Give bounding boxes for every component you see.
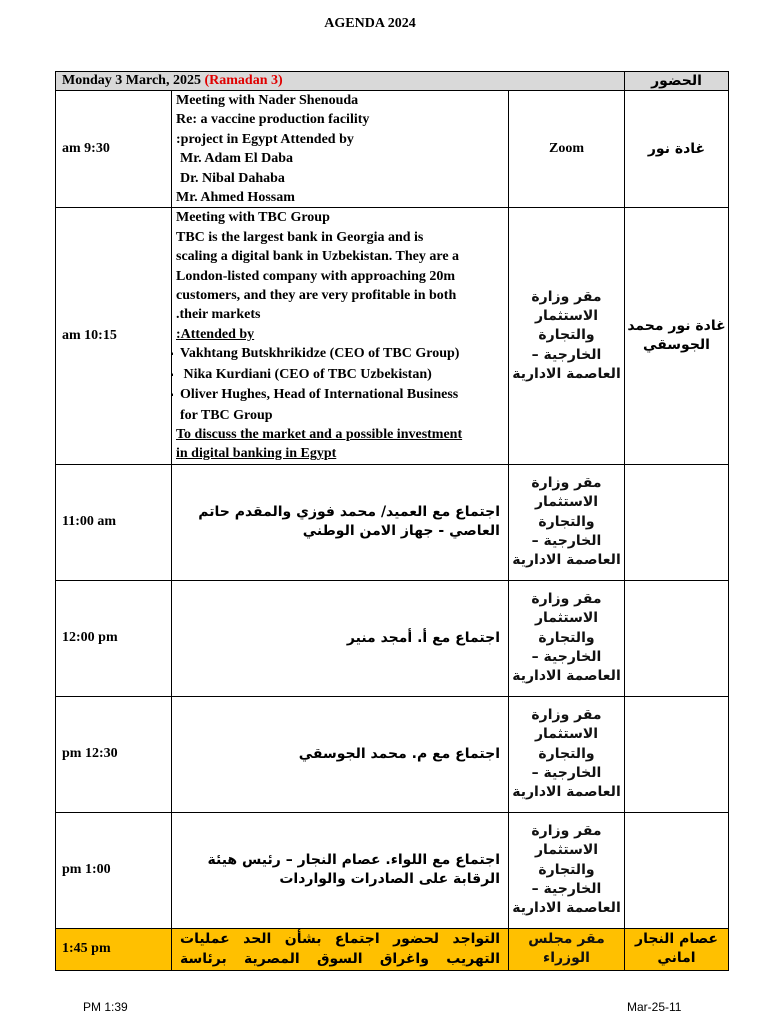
attended-by-label: :Attended by — [176, 326, 255, 342]
attendees-cell — [625, 812, 729, 928]
subject-cell — [172, 208, 509, 464]
agenda-row-1230 — [56, 696, 729, 812]
attendance-header: الحضور — [625, 72, 729, 91]
attendees-cell — [625, 580, 729, 696]
time-cell: am 9:30 — [56, 91, 172, 208]
location-cell: Zoom — [509, 91, 625, 208]
attendee-line: Mr. Adam El Daba — [180, 151, 294, 167]
subject-cell: اجتماع مع العميد/ محمد فوزي والمقدم حاتم العاصي - جهاز الامن الوطني — [172, 464, 509, 580]
attendees-cell: غادة نور — [625, 91, 729, 208]
attendees-cell: غادة نور محمد الجوسقي — [625, 208, 729, 464]
date-text: Monday 3 March, 2025 — [62, 73, 201, 88]
time-cell: pm 12:30 — [56, 696, 172, 812]
location-cell: مقر وزارة الاستثمار والتجارة الخارجية – العاصمة الادارية — [509, 208, 625, 464]
agenda-row-1100 — [56, 464, 729, 580]
purpose-line: in digital banking in Egypt — [176, 446, 337, 462]
subject-line: Meeting with Nader Shenouda — [176, 93, 359, 108]
attendees-cell — [625, 696, 729, 812]
page-title: AGENDA 2024 — [324, 16, 416, 31]
time-cell: am 10:15 — [56, 208, 172, 464]
time-cell: pm 1:00 — [56, 812, 172, 928]
attendees-cell — [625, 464, 729, 580]
location-cell: مقر وزارة الاستثمار والتجارة الخارجية – العاصمة الادارية — [509, 580, 625, 696]
location-cell: مقر وزارة الاستثمار والتجارة الخارجية – العاصمة الادارية — [509, 464, 625, 580]
time-cell: 1:45 pm — [56, 928, 172, 970]
bullet-continuation: for TBC Group — [180, 407, 273, 423]
footer-time: PM 1:39 — [83, 1000, 128, 1014]
agenda-row-1015 — [56, 208, 729, 464]
location-cell: مقر وزارة الاستثمار والتجارة الخارجية – العاصمة الادارية — [509, 696, 625, 812]
subject-line: Re: a vaccine production facility — [176, 112, 370, 128]
location-cell: مقر وزارة الاستثمار والتجارة الخارجية – العاصمة الادارية — [509, 812, 625, 928]
footer-date: Mar-25-11 — [627, 1000, 682, 1014]
agenda-row-100 — [56, 812, 729, 928]
purpose-line: To discuss the market and a possible investment — [176, 426, 463, 442]
attendee-line: Dr. Nibal Dahaba — [180, 170, 285, 186]
agenda-row-145 — [56, 928, 729, 970]
subject-line: TBC is the largest bank in Georgia and is — [176, 229, 424, 245]
bullet-item: ▪ Nika Kurdiani (CEO of TBC Uzbekistan) — [176, 365, 504, 385]
subject-cell: اجتماع مع أ. أمجد منير — [172, 580, 509, 696]
subject-line: Meeting with TBC Group — [176, 210, 330, 226]
time-cell: 11:00 am — [56, 464, 172, 580]
subject-line: :project in Egypt Attended by — [176, 131, 354, 147]
bullet-item: ▪ Oliver Hughes, Head of International Business — [176, 385, 504, 405]
agenda-row-1200 — [56, 580, 729, 696]
subject-line: London-listed company with approaching 20m — [176, 268, 456, 284]
agenda-table — [55, 71, 729, 971]
time-cell: 12:00 pm — [56, 580, 172, 696]
location-cell: مقر مجلس الوزراء — [509, 928, 625, 970]
subject-line: customers, and they are very profitable in both — [176, 288, 457, 304]
subject-cell: التواجد لحضور اجتماع بشأن الحد عمليات التهريب واغراق السوق المصرية برئاسة — [172, 928, 509, 970]
bullet-item: ▪ Vakhtang Butskhrikidze (CEO of TBC Group) — [176, 344, 504, 364]
attendee-line: Mr. Ahmed Hossam — [176, 190, 295, 206]
subject-cell: اجتماع مع م. محمد الجوسقي — [172, 696, 509, 812]
attendees-cell: عصام النجار اماني — [625, 928, 729, 970]
subject-line: scaling a digital bank in Uzbekistan. They are a — [176, 249, 460, 265]
agenda-row-930 — [56, 91, 729, 208]
date-cell — [56, 72, 625, 91]
subject-cell — [172, 91, 509, 208]
ramadan-label: (Ramadan 3) — [204, 73, 283, 88]
header-row — [56, 72, 729, 91]
subject-line: .their markets — [176, 307, 261, 323]
subject-cell: اجتماع مع اللواء. عصام النجار – رئيس هيئة الرقابة على الصادرات والواردات — [172, 812, 509, 928]
